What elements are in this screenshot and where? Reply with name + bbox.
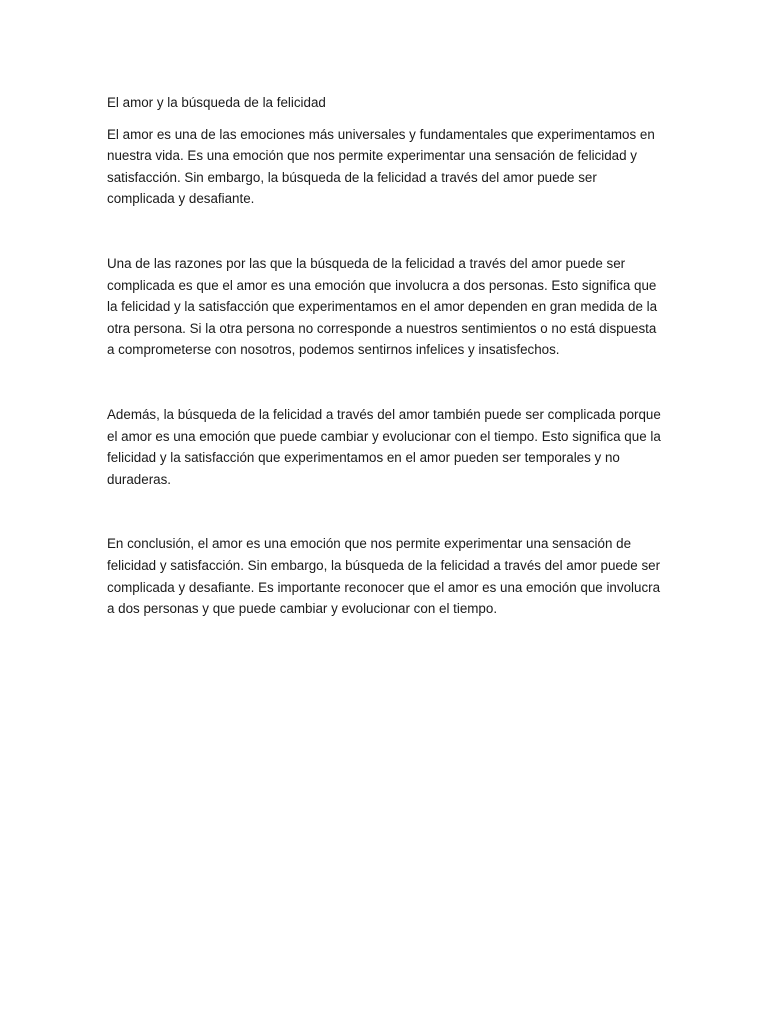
paragraph-3: Además, la búsqueda de la felicidad a través del amor también puede ser complicada porque el amor es una emoción que puede cambiar y evolucionar con el tiempo. Esto significa que la felicidad y la satisfacción que experimentamos en el amor pueden ser temporales y no duraderas. (107, 406, 661, 487)
document-body (107, 92, 667, 620)
paragraph-4: En conclusión, el amor es una emoción que nos permite experimentar una sensación de felicidad y satisfacción. Sin embargo, la búsqueda de la felicidad a través del amor puede ser complicada y desafiante. Es importante reconocer que el amor es una emoción que involucra a dos personas y que puede cambiar y evolucionar con el tiempo. (107, 536, 661, 617)
paragraph-1: El amor es una de las emociones más universales y fundamentales que experimentamos en nuestra vida. Es una emoción que nos permite experimentar una sensación de felicidad y satisfacción. Sin embargo, la búsqueda de la felicidad a través del amor puede ser complicada y desafiante. (107, 126, 655, 207)
paragraph-2: Una de las razones por las que la búsqueda de la felicidad a través del amor puede ser complicada es que el amor es una emoción que involucra a dos personas. Esto significa que la felicidad y la satisfacción que experimentamos en el amor dependen en gran medida de la otra persona. Si la otra persona no corresponde a nuestros sentimientos o no está dispuesta a comprometerse con nosotros, podemos sentirnos infelices y insatisfechos. (107, 255, 658, 358)
document-title: El amor y la búsqueda de la felicidad (107, 95, 326, 110)
